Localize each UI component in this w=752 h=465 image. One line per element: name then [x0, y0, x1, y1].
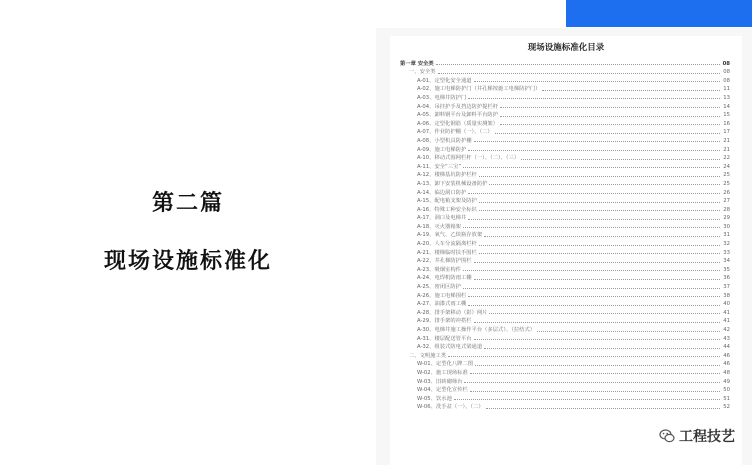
toc-leader-dots	[474, 339, 720, 340]
toc-leader-dots	[489, 313, 720, 314]
part-title: 第二篇	[151, 191, 224, 216]
toc-entry	[400, 299, 730, 308]
toc-paper	[390, 36, 742, 465]
watermark	[656, 425, 738, 447]
toc-leader-dots	[468, 98, 720, 99]
toc-entry-title: W-04、定型化宣传栏	[417, 387, 468, 394]
toc-entry	[400, 118, 730, 127]
toc-entry-page: 37	[723, 284, 730, 291]
toc-entry-title: A-15、配电箱支架及防护	[417, 198, 477, 205]
toc-heading: 现场设施标准化目录	[527, 43, 605, 53]
toc-entry	[400, 67, 730, 76]
toc-list	[400, 58, 730, 410]
toc-entry	[400, 84, 730, 93]
toc-entry	[400, 393, 730, 402]
toc-entry-title: A-14、临边洞口防护	[417, 189, 467, 196]
toc-leader-dots	[484, 348, 720, 349]
toc-entry	[400, 290, 730, 299]
wechat-icon	[659, 428, 675, 444]
toc-entry-page: 08	[723, 77, 730, 84]
toc-entry-title: A-02、施工电梯防护门（井孔梯按施工电梯防护门）	[417, 86, 541, 93]
toc-entry-title: A-09、施工电梯防护	[417, 146, 467, 153]
toc-entry	[400, 110, 730, 119]
toc-entry-title: A-03、电梯井防护门	[417, 94, 467, 101]
toc-entry	[400, 264, 730, 273]
toc-entry-title: A-04、吊挂护手及挡边防护提栏杆	[417, 103, 499, 110]
toc-entry	[400, 385, 730, 394]
toc-entry-page: 25	[723, 172, 730, 179]
toc-entry-page: 43	[723, 335, 730, 342]
toc-entry-page: 24	[723, 163, 730, 170]
toc-entry-title: A-20、人车分流隔离栏杆	[417, 241, 477, 248]
toc-entry	[400, 75, 730, 84]
toc-entry-page: 21	[723, 137, 730, 144]
toc-leader-dots	[468, 296, 720, 297]
book-title: 现场设施标准化	[103, 249, 272, 274]
toc-entry	[400, 58, 730, 67]
toc-entry-title: W-03、旧砖砌筛台	[417, 378, 463, 385]
toc-entry-title: A-25、密闭区防护	[417, 284, 461, 291]
toc-leader-dots	[436, 64, 720, 65]
toc-leader-dots	[521, 159, 720, 160]
toc-page	[376, 28, 752, 465]
toc-leader-dots	[454, 399, 720, 400]
toc-entry	[400, 350, 730, 359]
toc-entry	[400, 333, 730, 342]
toc-entry-title: A-32、组装式防电式梁通道	[417, 344, 483, 351]
toc-entry	[400, 273, 730, 282]
toc-entry	[400, 238, 730, 247]
toc-entry	[400, 144, 730, 153]
toc-leader-dots	[479, 202, 720, 203]
toc-entry-title: A-11、安全“三宝”	[417, 163, 462, 170]
toc-entry-page: 21	[723, 146, 730, 153]
toc-entry-title: A-31、楼层配送管平台	[417, 335, 472, 342]
toc-entry	[400, 196, 730, 205]
toc-entry-title: A-23、吸烟室构件	[417, 266, 461, 273]
toc-entry-page: 48	[723, 369, 730, 376]
toc-entry-page: 22	[723, 155, 730, 162]
toc-entry-page: 50	[723, 387, 730, 394]
toc-entry-page: 41	[723, 309, 730, 316]
toc-entry-page: 44	[723, 344, 730, 351]
toc-entry-page: 36	[723, 275, 730, 282]
toc-leader-dots	[500, 107, 720, 108]
toc-leader-dots	[474, 141, 720, 142]
toc-entry-title: A-29、排手架的冲搭栏	[417, 318, 472, 325]
toc-entry-page: 26	[723, 189, 730, 196]
toc-entry-page: 46	[723, 352, 730, 359]
toc-leader-dots	[438, 73, 721, 74]
toc-entry	[400, 204, 730, 213]
toc-entry-title: A-10、移动式围网栏杆（一）、（二）、（三）	[417, 155, 520, 162]
toc-entry	[400, 153, 730, 162]
toc-leader-dots	[474, 279, 720, 280]
watermark-text: 工程技艺	[679, 429, 735, 445]
toc-leader-dots	[479, 176, 720, 177]
toc-leader-dots	[474, 81, 720, 82]
toc-entry-page: 27	[723, 198, 730, 205]
toc-entry	[400, 127, 730, 136]
toc-leader-dots	[463, 167, 720, 168]
toc-leader-dots	[475, 365, 720, 366]
toc-entry-title: W-01、定型化八牌二图	[417, 361, 474, 368]
toc-entry-title: W-02、施工现场标准	[417, 369, 468, 376]
toc-entry-title: A-06、定型化钢筋（质量实测架）	[417, 120, 499, 127]
toc-entry	[400, 307, 730, 316]
toc-entry	[400, 359, 730, 368]
toc-entry-title: A-21、楼梯临时扶手围栏	[417, 249, 477, 256]
toc-leader-dots	[464, 382, 720, 383]
toc-entry-title: A-16、特殊工种安全标识	[417, 206, 477, 213]
toc-entry-title: 二、文明施工类	[409, 352, 447, 359]
toc-entry-page: 42	[723, 327, 730, 333]
toc-leader-dots	[500, 124, 720, 125]
toc-leader-dots	[484, 236, 720, 237]
toc-entry-page: 32	[723, 241, 730, 248]
toc-leader-dots	[463, 270, 720, 271]
toc-entry	[400, 342, 730, 351]
toc-entry-page: 08	[722, 60, 730, 67]
toc-entry-page: 31	[723, 232, 730, 239]
toc-entry-title: A-26、施工电梯围栏	[417, 292, 467, 299]
toc-leader-dots	[468, 305, 720, 306]
toc-entry-title: W-06、洗手盆（一）、（二）	[417, 404, 484, 411]
toc-leader-dots	[474, 322, 720, 323]
toc-entry-title: A-18、灭火器箱架	[417, 223, 461, 230]
toc-entry	[400, 324, 730, 333]
toc-entry	[400, 256, 730, 265]
toc-entry-page: 38	[723, 292, 730, 299]
toc-leader-dots	[479, 253, 720, 254]
toc-leader-dots	[489, 184, 720, 185]
toc-entry-title: A-19、氧气、乙炔瓶存放架	[417, 232, 483, 239]
toc-entry-page: 52	[723, 404, 730, 411]
toc-entry-page: 35	[723, 266, 730, 273]
toc-entry-title: A-22、井孔梯防护围栏	[417, 258, 472, 265]
toc-entry	[400, 101, 730, 110]
toc-entry	[400, 221, 730, 230]
toc-leader-dots	[500, 116, 720, 117]
toc-entry-page: 41	[723, 318, 730, 325]
toc-entry-title: A-13、卸下安装机械设备防护	[417, 180, 488, 187]
toc-entry	[400, 230, 730, 239]
toc-entry-page: 17	[723, 129, 730, 136]
toc-leader-dots	[463, 227, 720, 228]
toc-entry	[400, 170, 730, 179]
toc-entry	[400, 316, 730, 325]
toc-entry-title: A-08、小型机具防护棚	[417, 137, 472, 144]
toc-leader-dots	[474, 262, 720, 263]
toc-leader-dots	[468, 150, 720, 151]
toc-entry	[400, 178, 730, 187]
toc-entry-title: A-17、洞口及电梯井	[417, 215, 467, 222]
toc-leader-dots	[479, 245, 720, 246]
toc-entry	[400, 376, 730, 385]
toc-leader-dots	[537, 331, 720, 332]
toc-leader-dots	[448, 356, 720, 357]
toc-entry-title: A-28、排手架移动（影）网片	[417, 309, 488, 316]
toc-entry	[400, 135, 730, 144]
toc-entry-page: 15	[723, 112, 730, 119]
toc-entry	[400, 402, 730, 411]
toc-entry-title: 第一章 安全类	[400, 60, 434, 67]
toc-entry-page: 49	[723, 378, 730, 385]
toc-entry-page: 46	[723, 361, 730, 368]
toc-leader-dots	[470, 373, 720, 374]
toc-leader-dots	[468, 193, 720, 194]
toc-entry-title: A-27、油漆式雨工棚	[417, 301, 467, 308]
toc-entry-title: A-05、卸料钢平台及卸料平台防护	[417, 112, 499, 119]
toc-leader-dots	[542, 90, 720, 91]
toc-entry-page: 13	[723, 94, 730, 101]
toc-entry-title: 一、安全类	[409, 69, 436, 76]
toc-leader-dots	[468, 219, 720, 220]
toc-entry-page: 34	[723, 258, 730, 265]
toc-entry	[400, 247, 730, 256]
toc-entry-page: 28	[723, 206, 730, 213]
toc-entry-page: 33	[723, 249, 730, 256]
toc-entry-page: 40	[723, 301, 730, 308]
toc-entry-title: A-12、楼梯基坑防护栏杆	[417, 172, 477, 179]
toc-entry	[400, 281, 730, 290]
toc-entry	[400, 367, 730, 376]
toc-entry-title: A-24、电焊机防雨工棚	[417, 275, 472, 282]
toc-entry-page: 30	[723, 223, 730, 230]
toc-entry-page: 14	[723, 103, 730, 110]
toc-leader-dots	[495, 133, 720, 134]
toc-entry	[400, 161, 730, 170]
toc-entry-title: A-07、作业防护棚（一）、（二）	[417, 129, 493, 136]
toc-entry-page: 29	[723, 215, 730, 222]
toc-entry-page: 51	[723, 395, 730, 402]
toc-entry-page: 25	[723, 180, 730, 187]
toc-leader-dots	[463, 288, 720, 289]
toc-entry	[400, 213, 730, 222]
toc-entry-title: A-30、电梯井施工操作平台（多层式）、（拉结式）	[417, 327, 536, 333]
corner-accent-bar	[566, 0, 752, 27]
toc-entry-page: 11	[723, 86, 730, 93]
toc-leader-dots	[470, 391, 720, 392]
toc-entry	[400, 92, 730, 101]
toc-leader-dots	[486, 408, 720, 409]
toc-leader-dots	[479, 210, 720, 211]
toc-entry-page: 16	[723, 120, 730, 127]
toc-entry	[400, 187, 730, 196]
toc-entry-title: W-05、饮水池	[417, 395, 452, 402]
toc-entry-title: A-01、定型化安全通道	[417, 77, 472, 84]
toc-entry-page: 08	[723, 69, 730, 76]
